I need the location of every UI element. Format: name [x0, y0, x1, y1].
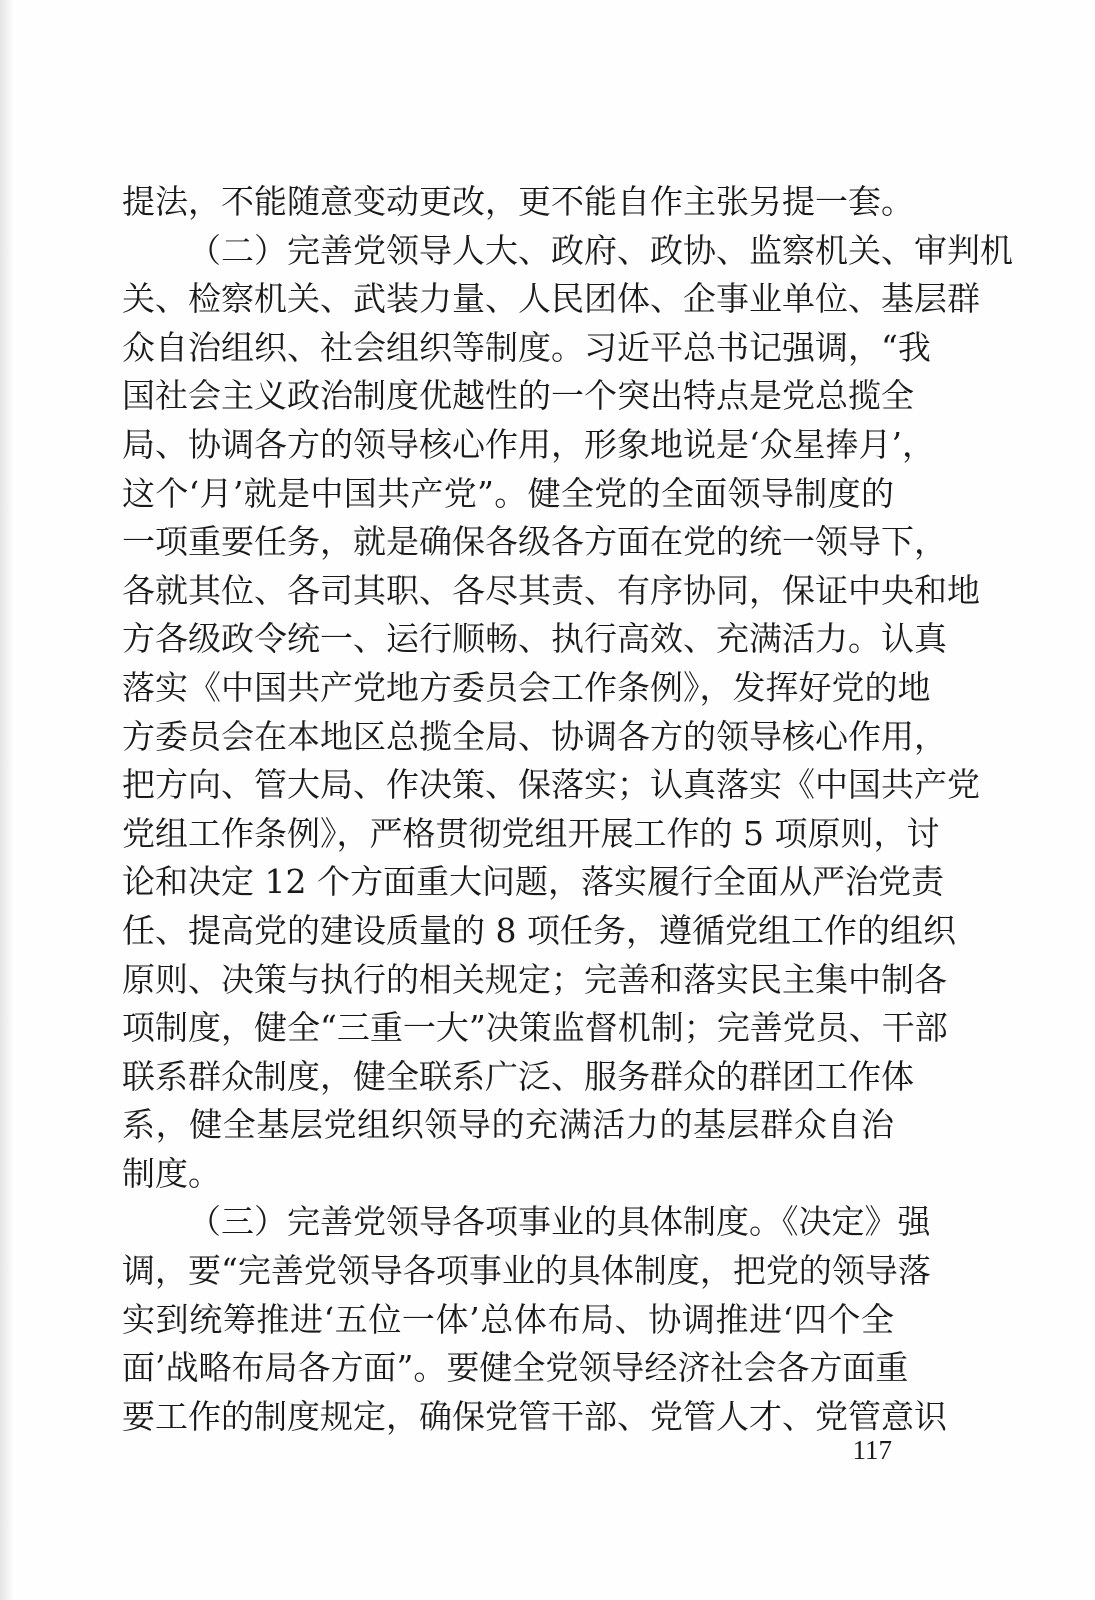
text-line: 实到统筹推进‘五位一体’总体布局、协调推进‘四个全	[122, 1299, 894, 1339]
paragraph-heading-line: （二）完善党领导人大、政府、政协、监察机关、审判机	[188, 230, 1013, 270]
text-line: 原则、决策与执行的相关规定；完善和落实民主集中制各	[122, 959, 947, 999]
text-line: 各就其位、各司其职、各尽其责、有序协同，保证中央和地	[122, 570, 980, 610]
scan-shadow	[0, 0, 14, 1600]
text-line: 要工作的制度规定，确保党管干部、党管人才、党管意识	[122, 1396, 947, 1436]
paragraph-heading-line: （三）完善党领导各项事业的具体制度。《决定》强	[188, 1202, 931, 1242]
text-line: 论和决定 12 个方面重大问题，落实履行全面从严治党责	[122, 862, 944, 902]
text-line: 国社会主义政治制度优越性的一个突出特点是党总揽全	[122, 376, 914, 416]
text-line: 方委员会在本地区总揽全局、协调各方的领导核心作用，	[122, 716, 947, 756]
text-line: 系，健全基层党组织领导的充满活力的基层群众自治	[122, 1105, 894, 1145]
text-line: 众自治组织、社会组织等制度。习近平总书记强调，“我	[122, 327, 931, 367]
text-line: 项制度，健全“三重一大”决策监督机制；完善党员、干部	[122, 1008, 948, 1048]
text-line: 局、协调各方的领导核心作用，形象地说是‘众星捧月’，	[122, 424, 935, 464]
text-line: 调，要“完善党领导各项事业的具体制度，把党的领导落	[122, 1251, 931, 1291]
text-line: 一项重要任务，就是确保各级各方面在党的统一领导下，	[122, 522, 947, 562]
text-line: 联系群众制度，健全联系广泛、服务群众的群团工作体	[122, 1056, 914, 1096]
text-line: 任、提高党的建设质量的 8 项任务，遵循党组工作的组织	[122, 910, 956, 950]
text-line: 提法，不能随意变动更改，更不能自作主张另提一套。	[122, 182, 914, 221]
text-line: 方各级政令统一、运行顺畅、执行高效、充满活力。认真	[122, 619, 947, 659]
body-text	[122, 178, 1013, 1441]
text-line: 面’战略布局各方面”。要健全党领导经济社会各方面重	[122, 1348, 909, 1388]
text-line: 这个‘月’就是中国共产党”。健全党的全面领导制度的	[122, 473, 894, 513]
text-line: 党组工作条例》，严格贯彻党组开展工作的 5 项原则，讨	[122, 813, 940, 853]
text-line: 制度。	[122, 1153, 221, 1193]
text-line: 落实《中国共产党地方委员会工作条例》，发挥好党的地	[122, 667, 931, 707]
page-number: 117	[852, 1435, 892, 1465]
text-line: 关、检察机关、武装力量、人民团体、企事业单位、基层群	[122, 279, 980, 319]
text-line: 把方向、管大局、作决策、保落实；认真落实《中国共产党	[122, 765, 980, 805]
